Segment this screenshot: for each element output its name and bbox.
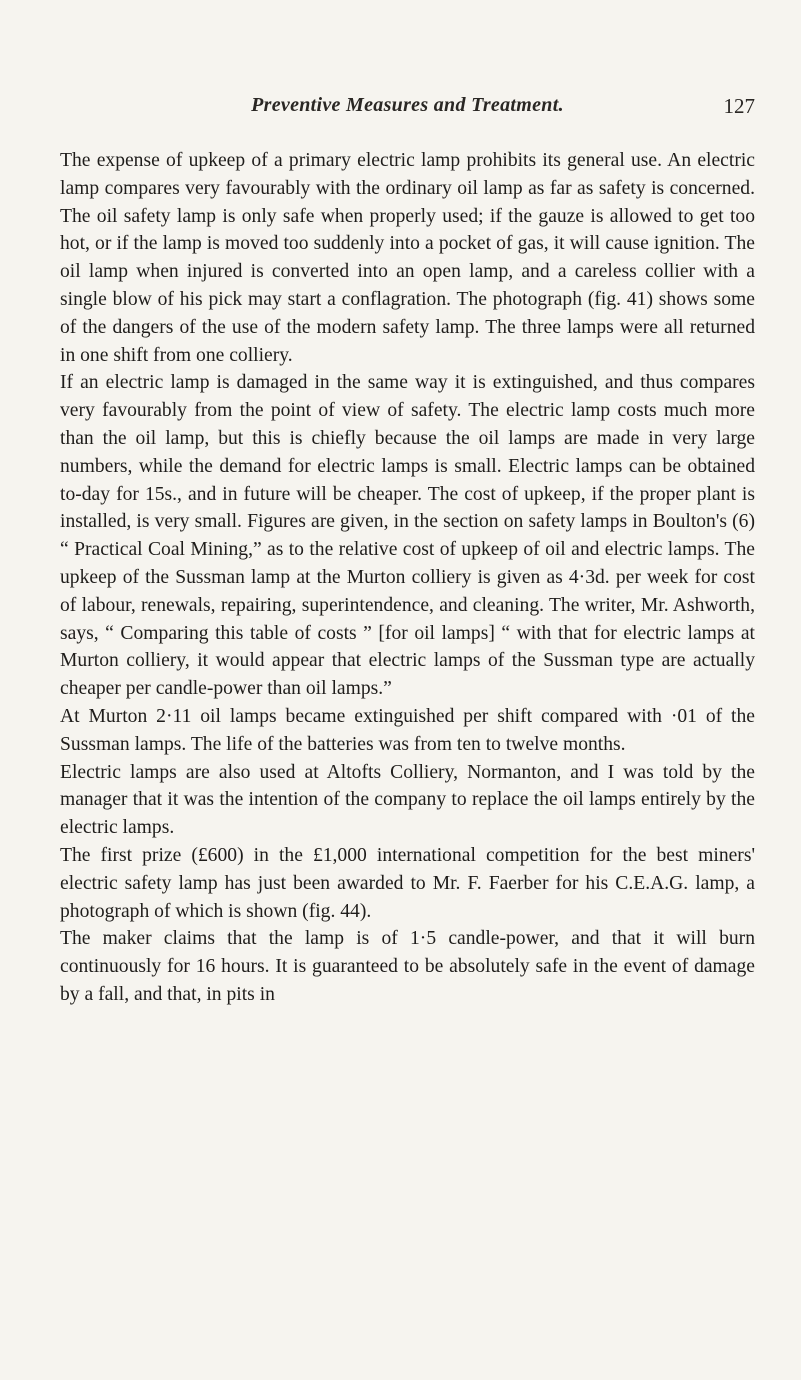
- page-number: 127: [723, 94, 755, 118]
- paragraph: The expense of upkeep of a primary electric lamp prohibits its general use. An electric lamp compares very favourably with the ordinary oil lamp as far as safety is concerned. The oil safety lamp is only safe when properly used; if the gauze is allowed to get too hot, or if the lamp is moved too suddenly into a pocket of gas, it will cause ignition. The oil lamp when injured is converted into an open lamp, and a careless collier with a single blow of his pick may start a conflagration. The photograph (fig. 41) shows some of the dangers of the use of the modern safety lamp. The three lamps were all returned in one shift from one colliery.: [60, 150, 755, 366]
- paragraph: If an electric lamp is damaged in the same way it is extinguished, and thus compares very favourably from the point of view of safety. The electric lamp costs much more than the oil lamp, but this is chiefly because the oil lamps are made in very large numbers, while the demand for electric lamps is small. Electric lamps can be obtained to-day for 15s., and in future will be cheaper. The cost of upkeep, if the proper plant is installed, is very small. Figures are given, in the section on safety lamps in Boulton's (6) “ Practical Coal Mining,” as to the relative cost of upkeep of oil and electric lamps. The upkeep of the Sussman lamp at the Murton colliery is given as 4·3d. per week for cost of labour, renewals, repairing, superintendence, and cleaning. The writer, Mr. Ashworth, says, “ Comparing this table of costs ” [for oil lamps] “ with that for electric lamps at Murton colliery, it would appear that electric lamps of the Sussman type are actually cheaper per candle-power than oil lamps.”: [60, 372, 755, 700]
- paragraph: The maker claims that the lamp is of 1·5 candle-power, and that it will burn continuously for 16 hours. It is guaranteed to be absolutely safe in the event of damage by a fall, and that, in pits in: [60, 928, 755, 1005]
- running-head: [60, 94, 755, 124]
- paragraph: The first prize (£600) in the £1,000 international competition for the best miners' electric safety lamp has just been awarded to Mr. F. Faerber for his C.E.A.G. lamp, a photograph of which is shown (fig. 44).: [60, 844, 755, 922]
- running-title: Preventive Measures and Treatment.: [251, 94, 564, 116]
- body-text: [60, 147, 755, 1009]
- paragraph: At Murton 2·11 oil lamps became extinguished per shift compared with ·01 of the Sussman lamps. The life of the batteries was from ten to twelve months.: [60, 705, 755, 755]
- paragraph: Electric lamps are also used at Altofts Colliery, Normanton, and I was told by the manager that it was the intention of the company to replace the oil lamps entirely by the electric lamps.: [60, 761, 755, 839]
